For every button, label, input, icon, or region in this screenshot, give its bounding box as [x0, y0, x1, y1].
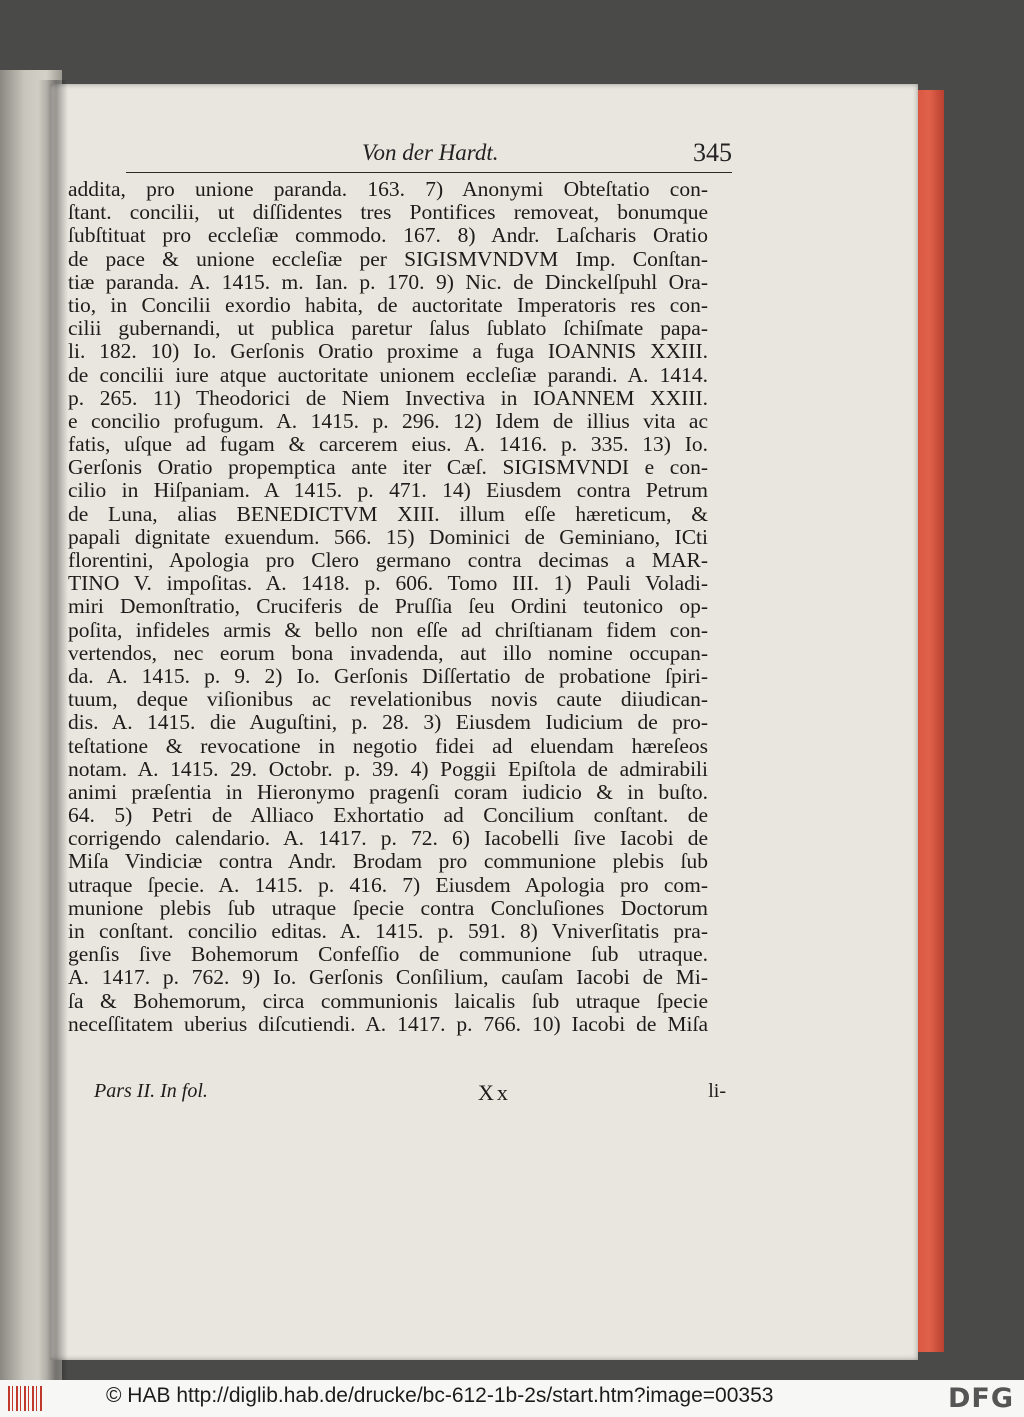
text-line: vertendos, nec eorum bona invadenda, aut illo nomine occupan-	[68, 641, 708, 665]
gutter-shadow	[38, 80, 68, 1380]
text-line: p. 265. 11) Theodorici de Niem Invectiva in IOANNEM XXIII.	[68, 386, 708, 410]
text-line: li. 182. 10) Io. Gerſonis Oratio proxime a fuga IOANNIS XXIII.	[68, 340, 708, 364]
running-head	[126, 136, 732, 173]
text-line: cilii gubernandi, ut publica paretur ſalus ſublato ſchiſmate papa-	[68, 317, 708, 341]
text-line: poſita, infideles armis & bello non eſſe ad chriſtianam fidem con-	[68, 618, 708, 642]
text-line: fatis, uſque ad fugam & carcerem eius. A. 1416. p. 335. 13) Io.	[68, 433, 708, 457]
red-page-edge	[914, 90, 944, 1352]
gathering-mark: Xx	[478, 1080, 511, 1105]
text-line: TINO V. impoſitas. A. 1418. p. 606. Tomo III. 1) Pauli Voladi-	[68, 572, 708, 596]
text-line: Gerſonis Oratio propemptica ante iter Cæſ. SIGISMVNDI e con-	[68, 456, 708, 480]
text-line: dis. A. 1415. die Auguſtini, p. 28. 3) Eiusdem Iudicium de pro-	[68, 711, 708, 735]
text-line: da. A. 1415. p. 9. 2) Io. Gerſonis Diſſertatio de probatione ſpiri-	[68, 664, 708, 688]
text-line: ſubſtituat pro eccleſiæ commodo. 167. 8) Andr. Laſcharis Oratio	[68, 224, 708, 248]
text-line: A. 1417. p. 762. 9) Io. Gerſonis Conſilium, cauſam Iacobi de Mi-	[68, 966, 708, 990]
text-line: e concilio profugum. A. 1415. p. 296. 12) Idem de illius vita ac	[68, 409, 708, 433]
text-line: de Luna, alias BENEDICTVM XIII. illum eſſe hæreticum, &	[68, 502, 708, 526]
signature-line: Pars II. In fol.	[94, 1080, 208, 1102]
text-line: cilio in Hiſpaniam. A 1415. p. 471. 14) Eiusdem contra Petrum	[68, 479, 708, 503]
text-line: munione plebis ſub utraque ſpecie contra Concluſiones Doctorum	[68, 896, 708, 920]
page-footer	[94, 1080, 726, 1110]
text-line: miri Demonſtratio, Cruciferis de Pruſſia ſeu Ordini teutonico op-	[68, 595, 708, 619]
dfg-logo: DFG	[947, 1383, 1014, 1414]
source-credit: © HAB http://diglib.hab.de/drucke/bc-612-1b-2s/start.htm?image=00353	[106, 1384, 774, 1407]
text-line: de pace & unione eccleſiæ per SIGISMVNDVM Imp. Conſtan-	[68, 247, 708, 271]
text-line: de concilii iure atque auctoritate unionem eccleſiæ parandi. A. 1414.	[68, 363, 708, 387]
text-line: in conſtant. concilio editas. A. 1415. p. 591. 8) Vniverſitatis pra-	[68, 920, 708, 943]
catchword: li-	[708, 1080, 726, 1102]
text-line: notam. A. 1415. 29. Octobr. p. 39. 4) Poggii Epiſtola de admirabili	[68, 757, 708, 781]
text-line: 64. 5) Petri de Alliaco Exhortatio ad Concilium conſtant. de	[68, 804, 708, 828]
text-line: ſtant. concilii, ut diſſidentes tres Pontifices removeat, bonumque	[68, 201, 708, 225]
text-line: tio, in Concilii exordio habita, de auctoritate Imperatoris res con-	[68, 293, 708, 317]
text-line: ſa & Bohemorum, circa communionis laicalis ſub utraque ſpecie	[68, 989, 708, 1013]
text-line: neceſſitatem uberius diſcutiendi. A. 1417. p. 766. 10) Iacobi de Miſa	[68, 1012, 708, 1036]
text-line: genſis ſive Bohemorum Confeſſio de communione ſub utraque.	[68, 943, 708, 967]
text-line: addita, pro unione paranda. 163. 7) Anonymi Obteſtatio con-	[68, 178, 708, 201]
text-line: utraque ſpecie. A. 1415. p. 416. 7) Eiusdem Apologia pro com-	[68, 873, 708, 897]
barcode-icon	[8, 1386, 44, 1411]
text-line: animi præſentia in Hieronymo pragenſi coram iudicio & in buſto.	[68, 780, 708, 804]
running-head-title: Von der Hardt.	[362, 140, 499, 165]
text-line: Miſa Vindiciæ contra Andr. Brodam pro communione plebis ſub	[68, 850, 708, 874]
body-text	[68, 178, 708, 1036]
text-line: papali dignitate exuendum. 566. 15) Dominici de Geminiano, ICti	[68, 525, 708, 549]
text-line: corrigendo calendario. A. 1417. p. 72. 6) Iacobelli ſive Iacobi de	[68, 827, 708, 851]
text-line: tuum, deque viſionibus ac revelationibus novis caute diiudican-	[68, 688, 708, 712]
text-line: teſtatione & revocatione in negotio fidei ad eluendam hæreſeos	[68, 734, 708, 758]
text-line: florentini, Apologia pro Clero germano contra decimas a MAR-	[68, 549, 708, 572]
viewer-footer-bar	[0, 1380, 1024, 1417]
book-page	[50, 84, 918, 1360]
page-number: 345	[693, 138, 732, 167]
text-line: tiæ paranda. A. 1415. m. Ian. p. 170. 9) Nic. de Dinckelſpuhl Ora-	[68, 270, 708, 294]
